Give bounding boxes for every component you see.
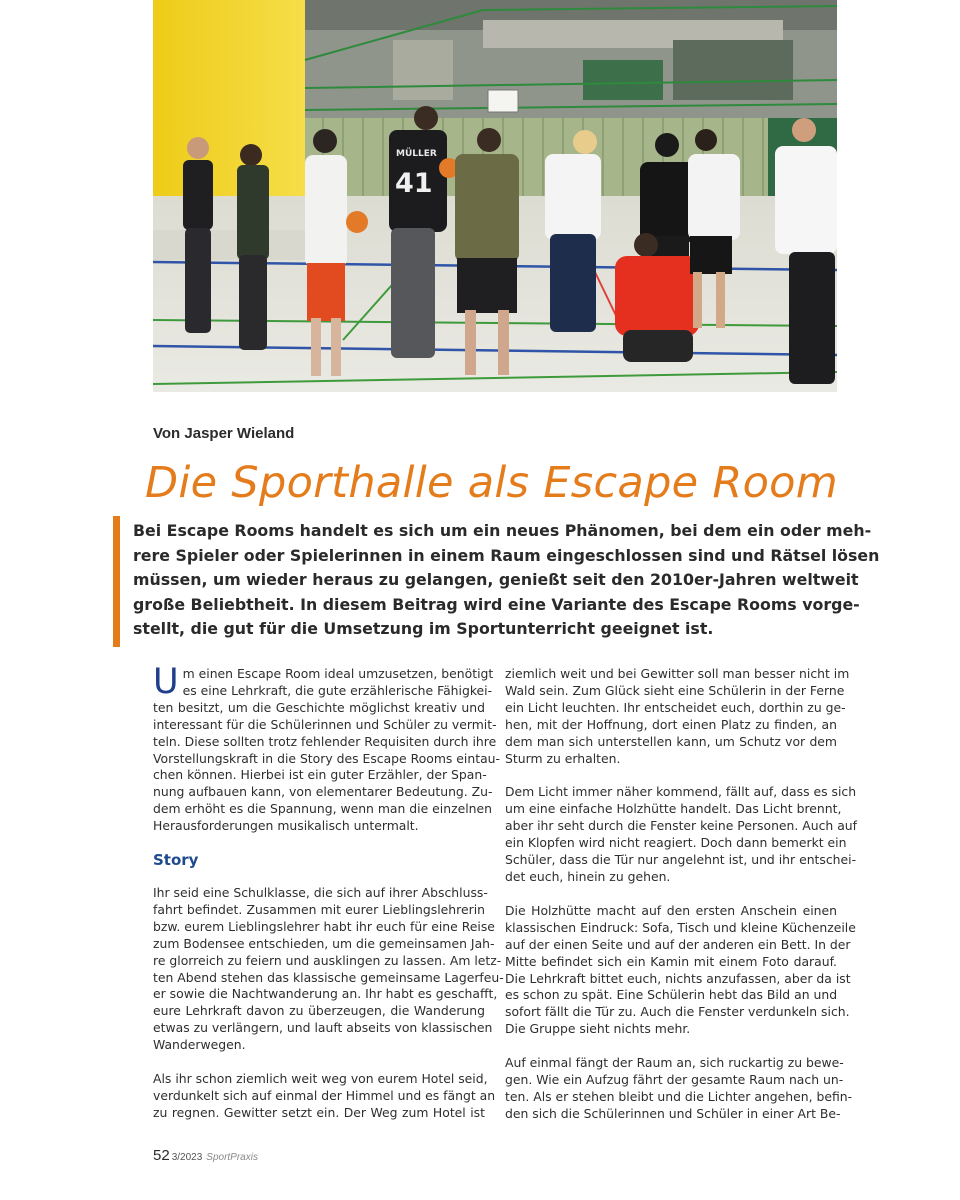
- text-line: dem man sich unterstellen kann, um Schutz vor dem: [505, 733, 837, 749]
- text-line: verdunkelt sich auf einmal der Himmel und es fängt an: [153, 1087, 496, 1103]
- issue-number: 3/2023: [171, 1152, 203, 1163]
- text-line: Wanderwegen.: [153, 1037, 246, 1053]
- text-line: chen können. Hierbei ist ein guter Erzähler, der Span-: [153, 767, 487, 783]
- text-line: hen, mit der Hoffnung, dort einen Platz zu finden, an: [505, 716, 837, 732]
- jersey-number: 41: [395, 168, 433, 199]
- text-line: zum Bodensee entschieden, um die gemeinsamen Jah-: [153, 935, 495, 951]
- lead-line: Bei Escape Rooms handelt es sich um ein neues Phänomen, bei dem ein oder meh-: [133, 521, 872, 540]
- article-photo: [153, 0, 837, 392]
- page-number: 52: [153, 1147, 170, 1164]
- text-line: Herausforderungen musikalisch untermalt.: [153, 818, 419, 834]
- text-line: Die Holzhütte macht auf den ersten Anschein einen: [505, 902, 837, 918]
- text-line: um eine einfache Holzhütte handelt. Das Licht brennt,: [505, 801, 842, 817]
- lead-line: müssen, um wieder heraus zu gelangen, genießt seit den 2010er-Jahren weltweit: [133, 570, 859, 589]
- text-line: Dem Licht immer näher kommend, fällt auf, dass es sich: [505, 784, 857, 800]
- text-line: ten. Als er stehen bleibt und die Lichter angehen, befin-: [505, 1088, 853, 1104]
- text-line: aber ihr seht durch die Fenster keine Personen. Auch auf: [505, 818, 858, 834]
- text-line: es schon zu spät. Eine Schülerin hebt das Bild an und: [505, 987, 838, 1003]
- text-line: Sturm zu erhalten.: [505, 750, 621, 766]
- text-line: sofort fällt die Tür zu. Auch die Fenster verdunkeln sich.: [505, 1004, 850, 1020]
- text-line: Die Lehrkraft bittet euch, nichts anzufassen, aber da ist: [505, 970, 851, 986]
- text-line: dem erhöht es die Spannung, wenn man die einzelnen: [153, 801, 492, 817]
- text-line: gen. Wie ein Aufzug fährt der gesamte Raum nach un-: [505, 1072, 844, 1088]
- sports-hall-photo: [153, 0, 837, 392]
- text-line: Auf einmal fängt der Raum an, sich ruckartig zu bewe-: [505, 1055, 844, 1071]
- text-line: Wald sein. Zum Glück sieht eine Schülerin in der Ferne: [505, 682, 845, 698]
- text-line: ziemlich weit und bei Gewitter soll man besser nicht im: [505, 666, 850, 681]
- text-line: Vorstellungskraft in die Story des Escape Rooms eintau-: [153, 750, 500, 766]
- text-line: fahrt befindet. Zusammen mit eurer Lieblingslehrerin: [153, 901, 485, 917]
- text-line: re glorreich zu feiern und ausklingen zu lassen. Am letz-: [153, 952, 502, 968]
- text-line: nung aufbauen kann, von elementarer Bedeutung. Zu-: [153, 784, 493, 800]
- text-line: bzw. eurem Lieblingslehrer habt ihr euch für eine Reise: [153, 918, 495, 934]
- lead-accent-bar: [113, 516, 120, 647]
- text-line: teln. Diese sollten trotz fehlender Requisiten durch ihre: [153, 733, 497, 749]
- text-line: Schüler, dass die Tür nur angelehnt ist, und ihr entschei-: [505, 852, 857, 868]
- story-paragraph-2: [153, 1071, 496, 1122]
- text-line: er sowie die Nachtwanderung an. Ihr habt es geschafft,: [153, 986, 498, 1002]
- byline: Von Jasper Wieland: [153, 425, 295, 442]
- lead-line: rere Spieler oder Spielerinnen in einem Raum eingeschlossen sind und Rätsel lösen: [133, 545, 880, 565]
- text-line: klassischen Eindruck: Sofa, Tisch und kleine Küchenzeile: [505, 919, 856, 935]
- text-line: es eine Lehrkraft, die gute erzählerische Fähigkei-: [182, 682, 493, 698]
- story-paragraph-1: [153, 884, 504, 1054]
- story-paragraph-6: [505, 1055, 853, 1123]
- story-paragraph-3: [505, 666, 850, 767]
- magazine-name: SportPraxis: [206, 1152, 258, 1163]
- text-column-left: [153, 662, 504, 1139]
- text-line: auf der einen Seite und auf der anderen ein Bett. In der: [505, 936, 851, 952]
- article-title: Die Sporthalle als Escape Room: [145, 458, 838, 508]
- jersey-name: MÜLLER: [396, 149, 437, 159]
- text-line: ein Licht leuchten. Ihr entscheidet euch, dorthin zu ge-: [505, 699, 846, 715]
- text-line: zu regnen. Gewitter setzt ein. Der Weg zum Hotel ist: [153, 1104, 485, 1120]
- text-line: Mitte befindet sich ein Kamin mit einem Foto darauf.: [505, 953, 837, 969]
- text-line: Die Gruppe sieht nichts mehr.: [505, 1021, 691, 1037]
- section-heading-story: Story: [153, 851, 199, 870]
- text-line: m einen Escape Room ideal umzusetzen, benötigt: [182, 666, 494, 681]
- story-paragraph-5: [505, 902, 856, 1038]
- text-line: Ihr seid eine Schulklasse, die sich auf ihrer Abschluss-: [153, 884, 488, 900]
- text-column-right: [505, 666, 858, 1140]
- text-line: ten Abend stehen das klassische gemeinsame Lagerfeu-: [153, 969, 504, 985]
- intro-paragraph: [153, 662, 500, 835]
- text-line: den sich die Schülerinnen und Schüler in einer Art Be-: [505, 1105, 841, 1121]
- text-line: interessant für die Schülerinnen und Schüler zu vermit-: [153, 716, 497, 732]
- text-line: ein Klopfen wird nicht reagiert. Doch dann bemerkt ein: [505, 835, 847, 851]
- text-line: det euch, hinein zu gehen.: [505, 868, 671, 884]
- story-paragraph-4: [505, 784, 858, 885]
- text-line: Als ihr schon ziemlich weit weg von eurem Hotel seid,: [153, 1071, 488, 1087]
- text-line: etwas zu verlängern, und lauft abseits von klassischen: [153, 1020, 493, 1036]
- page-footer: [153, 1147, 258, 1165]
- lead-paragraph: [133, 519, 880, 642]
- lead-line: stellt, die gut für die Umsetzung im Sportunterricht geeignet ist.: [133, 619, 714, 638]
- text-line: ten besitzt, um die Geschichte möglichst kreativ und: [153, 699, 485, 715]
- drop-cap: U: [153, 662, 179, 702]
- lead-line: große Beliebtheit. In diesem Beitrag wird eine Variante des Escape Rooms vorge-: [133, 594, 860, 614]
- text-line: eure Lehrkraft davon zu überzeugen, die Wanderung: [153, 1003, 485, 1019]
